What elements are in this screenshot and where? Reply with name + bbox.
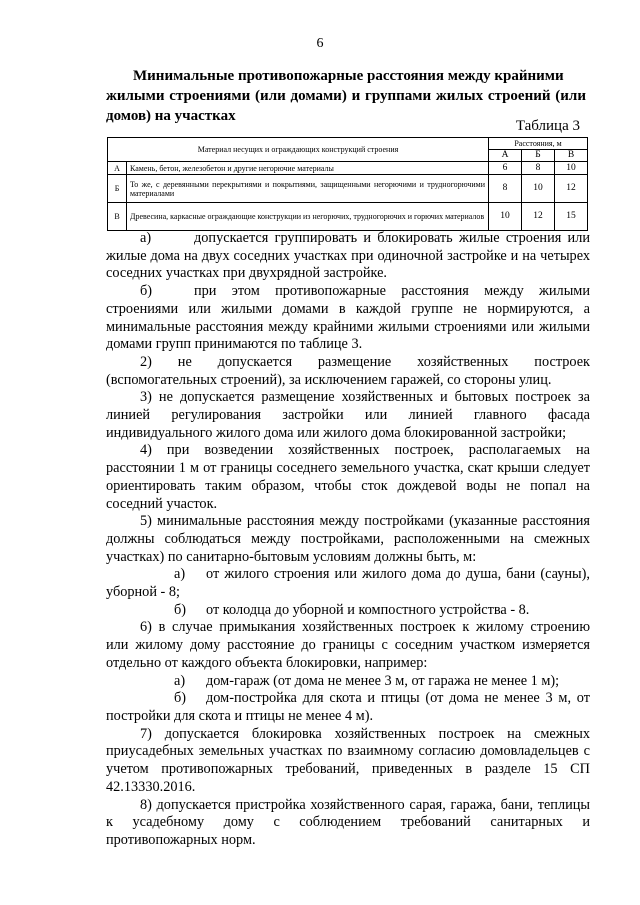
item-label: а) — [140, 230, 152, 246]
row-letter: В — [108, 203, 127, 231]
paragraph-6: 6) в случае примыкания хозяйственных построек к жилому строению или жилому дому расстояние до границы с соседним участком измеряется отдельно от каждого объекта блокировки, например: — [106, 619, 590, 671]
paragraph-3: 3) не допускается размещение хозяйственных и бытовых построек за линией регулирования застройки или линией главного фасада индивидуального жилого дома или жилого дома блокированной застройки; — [106, 389, 590, 441]
header-material: Материал несущих и ограждающих конструкций строения — [108, 138, 489, 162]
row-value: 10 — [522, 175, 555, 203]
page-number: 6 — [316, 36, 324, 51]
paragraph-text: допускается группировать и блокировать жилые строения или жилые дома на двух соседних участках при одиночной застройке и на четырех соседних участках при двухрядной застройке. — [106, 230, 590, 282]
table-header-row — [108, 138, 588, 150]
paragraph-text: от жилого строения или жилого дома до душа, бани (сауны), уборной - 8; — [106, 566, 590, 601]
subheader-a: А — [489, 150, 522, 162]
row-value: 10 — [489, 203, 522, 231]
row-material: То же, с деревянными перекрытиями и покрытиями, защищенными негорючими и трудногорючими материалами — [127, 175, 489, 203]
subheader-v: В — [555, 150, 588, 162]
paragraph-8: 8) допускается пристройка хозяйственного сарая, гаража, бани, теплицы к усадебному дому с соблюдением требований санитарных и противопожарных норм. — [106, 796, 590, 848]
row-value: 12 — [522, 203, 555, 231]
body-text — [106, 230, 590, 850]
table-row — [108, 203, 588, 231]
paragraph-2: 2) не допускается размещение хозяйственных построек (вспомогательных строений), за исключением гаражей, со стороны улиц. — [106, 353, 590, 388]
heading-rest: жилыми строениями (или домами) и группами жилых строений (или домов) на участках — [106, 88, 586, 124]
paragraph-5a — [106, 566, 590, 601]
row-value: 8 — [489, 175, 522, 203]
paragraph-7: 7) допускается блокировка хозяйственных построек на смежных приусадебных земельных участках по взаимному согласию домовладельцев с учетом противопожарных требований, приведенных в разделе 15 СП 42.13330.2016. — [106, 725, 590, 795]
fire-distance-table — [107, 137, 588, 231]
row-material: Камень, бетон, железобетон и другие негорючие материалы — [127, 162, 489, 175]
paragraph-4: 4) при возведении хозяйственных построек, располагаемых на расстоянии 1 м от границы соседнего земельного участка, скат крыши следует ориентировать таким образом, чтобы сток дождевой воды не попал на соседний участок. — [106, 442, 590, 512]
subheader-b: Б — [522, 150, 555, 162]
row-value: 12 — [555, 175, 588, 203]
table-row — [108, 175, 588, 203]
item-label: б) — [174, 601, 187, 618]
row-value: 6 — [489, 162, 522, 175]
item-label: а) — [174, 672, 186, 689]
row-value: 10 — [555, 162, 588, 175]
paragraph-a — [106, 230, 590, 283]
table-row — [108, 162, 588, 175]
item-label: б) — [174, 690, 187, 707]
heading-line-1: Минимальные противопожарные расстояния между крайними — [133, 68, 564, 84]
table-caption: Таблица 3 — [515, 118, 580, 134]
paragraph-b — [106, 283, 590, 354]
paragraph-6a — [106, 673, 590, 691]
row-value: 15 — [555, 203, 588, 231]
row-material: Древесина, каркасные ограждающие конструкции из негорючих, трудногорючих и горючих материалов — [127, 203, 489, 231]
row-value: 8 — [522, 162, 555, 175]
paragraph-5: 5) минимальные расстояния между постройками (указанные расстояния должны соблюдаться между постройками, расположенными на смежных участках) по санитарно-бытовым условиям должны быть, м: — [106, 513, 590, 565]
header-distances: Расстояния, м — [489, 138, 588, 150]
paragraph-6b — [106, 690, 590, 725]
paragraph-text: дом-постройка для скота и птицы (от дома не менее 3 м, от постройки для скота и птицы не менее 4 м). — [106, 690, 590, 724]
paragraph-text: дом-гараж (от дома не менее 3 м, от гаража не менее 1 м); — [206, 672, 560, 689]
item-label: а) — [174, 566, 186, 583]
paragraph-text: от колодца до уборной и компостного устройства - 8. — [206, 601, 530, 618]
row-letter: Б — [108, 175, 127, 203]
paragraph-text: при этом противопожарные расстояния между жилыми строениями или жилыми домами в каждой группе не нормируются, а минимальные расстояния между крайними жилыми строениями или жилыми домами групп принимаются по таблице 3. — [106, 283, 590, 353]
paragraph-5b — [106, 602, 590, 620]
section-heading — [106, 66, 586, 126]
row-letter: А — [108, 162, 127, 175]
item-label: б) — [140, 283, 153, 300]
